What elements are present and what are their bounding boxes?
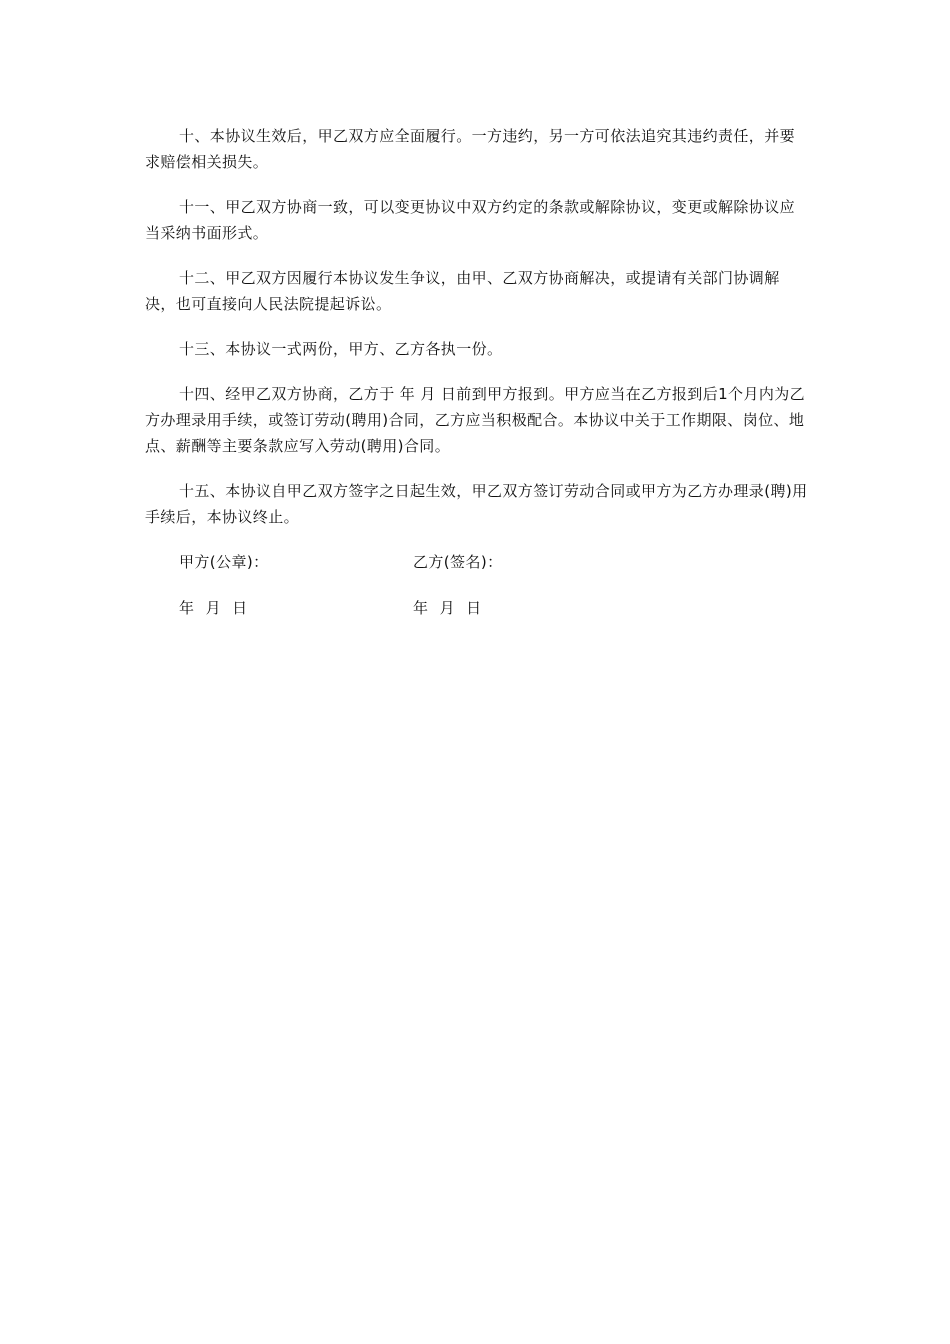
party-a-date: 年 月 日 — [179, 599, 248, 617]
clause-12: 十二、甲乙双方因履行本协议发生争议，由甲、乙双方协商解决，或提请有关部门协调解决，也可直接向人民法院提起诉讼。 — [145, 269, 780, 313]
party-b-signature-label: 乙方(签名)： — [413, 553, 503, 571]
party-b-date: 年 月 日 — [413, 599, 482, 617]
party-a-seal-label: 甲方(公章)： — [179, 553, 269, 571]
signature-labels-row — [145, 549, 810, 575]
clause-14: 十四、经甲乙双方协商，乙方于 年 月 日前到甲方报到。甲方应当在乙方报到后1个月内为乙方办理录用手续，或签订劳动(聘用)合同，乙方应当积极配合。本协议中关于工作期限、岗位、地点、薪酬等主要条款应写入劳动(聘用)合同。 — [145, 385, 806, 455]
clause-11: 十一、甲乙双方协商一致，可以变更协议中双方约定的条款或解除协议，变更或解除协议应当采纳书面形式。 — [145, 198, 796, 242]
document-body — [145, 123, 810, 621]
clause-15: 十五、本协议自甲乙双方签字之日起生效，甲乙双方签订劳动合同或甲方为乙方办理录(聘)用手续后，本协议终止。 — [145, 482, 808, 526]
signature-dates-row — [145, 595, 810, 621]
clause-10: 十、本协议生效后，甲乙双方应全面履行。一方违约，另一方可依法追究其违约责任，并要求赔偿相关损失。 — [145, 127, 796, 171]
clause-13: 十三、本协议一式两份，甲方、乙方各执一份。 — [179, 340, 503, 358]
